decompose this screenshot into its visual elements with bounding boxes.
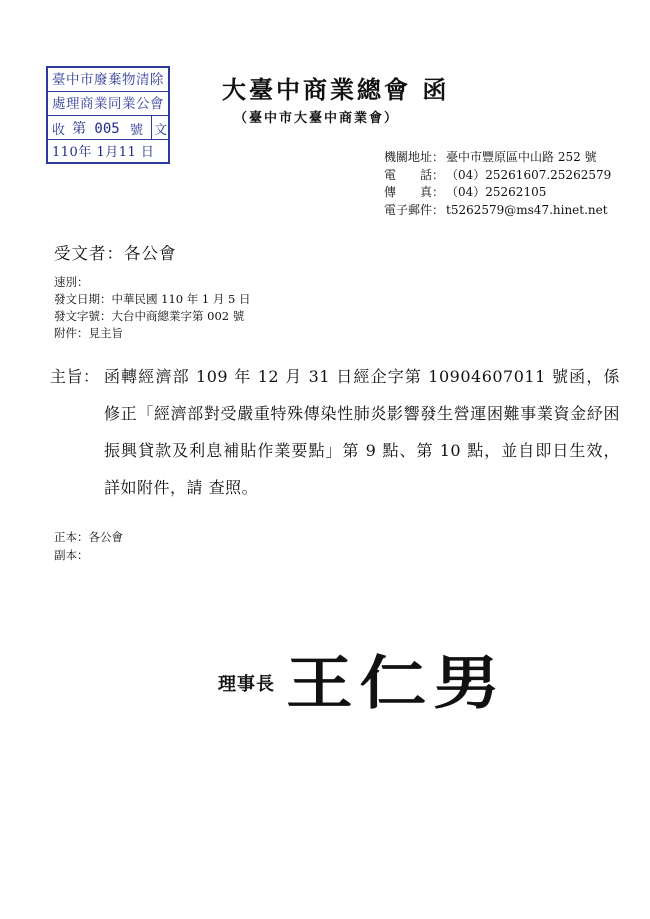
stamp-org-line1: 臺中市廢棄物清除 [48, 68, 168, 92]
recipient-label: 受文者： [54, 244, 124, 263]
doc-number-line [54, 308, 251, 325]
document-title: 大臺中商業總會 函 [222, 76, 450, 104]
subject-text: 函轉經濟部 109 年 12 月 31 日經企字第 10904607011 號函，係修正「經濟部對受嚴重特殊傳染性肺炎影響發生營運困難事業資金紓困振興貸款及利息補貼作業要點」第 9 點、第 10 點，並自即日生效，詳如附件，請 查照。 [104, 367, 620, 497]
speed-label: 速別： [54, 275, 89, 289]
receipt-stamp [46, 66, 170, 164]
recipient-line [54, 240, 177, 264]
stamp-receive-suffix: 號 [130, 123, 144, 138]
fax-value: （04）25262105 [446, 185, 547, 199]
attachment-line [54, 325, 251, 342]
address-line [384, 149, 611, 167]
stamp-date: 110年 1月11 日 [52, 145, 155, 160]
main-copy-line [54, 528, 123, 546]
stamp-doc-label: 文 [154, 123, 168, 138]
subject-block [50, 358, 620, 506]
cc-label: 副本： [54, 548, 89, 562]
phone-line [384, 167, 611, 185]
dispatch-date-label: 發文日期： [54, 292, 112, 306]
main-copy-value: 各公會 [88, 530, 123, 544]
address-label: 機關地址： [384, 150, 445, 164]
recipient-value: 各公會 [124, 244, 177, 263]
copies-block [54, 528, 123, 564]
document-subtitle: （臺中市大臺中商業會） [234, 111, 400, 126]
stamp-divider [151, 116, 152, 140]
address-value: 臺中市豐原區中山路 252 號 [446, 150, 597, 164]
signer-name: 王仁男 [286, 649, 507, 717]
phone-label: 電 話： [384, 167, 445, 182]
stamp-date-row [48, 140, 168, 162]
email-value: t5262579@ms47.hinet.net [446, 202, 608, 217]
attachment-label: 附件： [54, 326, 89, 340]
signer-role: 理事長 [218, 674, 275, 695]
stamp-receive-row [48, 116, 168, 140]
dispatch-date-value: 中華民國 110 年 1 月 5 日 [111, 292, 251, 306]
speed-line [54, 274, 251, 291]
stamp-org-line2: 處理商業同業公會 [48, 92, 168, 116]
fax-label: 傳 真： [384, 185, 445, 199]
phone-value: （04）25261607.25262579 [446, 167, 612, 182]
contact-block [384, 149, 611, 219]
email-line [384, 202, 611, 220]
stamp-receive-label: 收 [52, 123, 66, 138]
doc-number-value: 大台中商總業字第 002 號 [111, 309, 245, 323]
doc-number-label: 發文字號： [54, 309, 112, 323]
stamp-receive-number: 第 005 [72, 121, 120, 137]
dispatch-meta [54, 274, 251, 342]
email-label: 電子郵件： [384, 202, 445, 217]
subject-label: 主旨： [50, 367, 100, 386]
cc-line [54, 546, 123, 564]
fax-line [384, 184, 611, 202]
main-copy-label: 正本： [54, 530, 89, 544]
dispatch-date-line [54, 291, 251, 308]
attachment-value: 見主旨 [88, 326, 123, 340]
